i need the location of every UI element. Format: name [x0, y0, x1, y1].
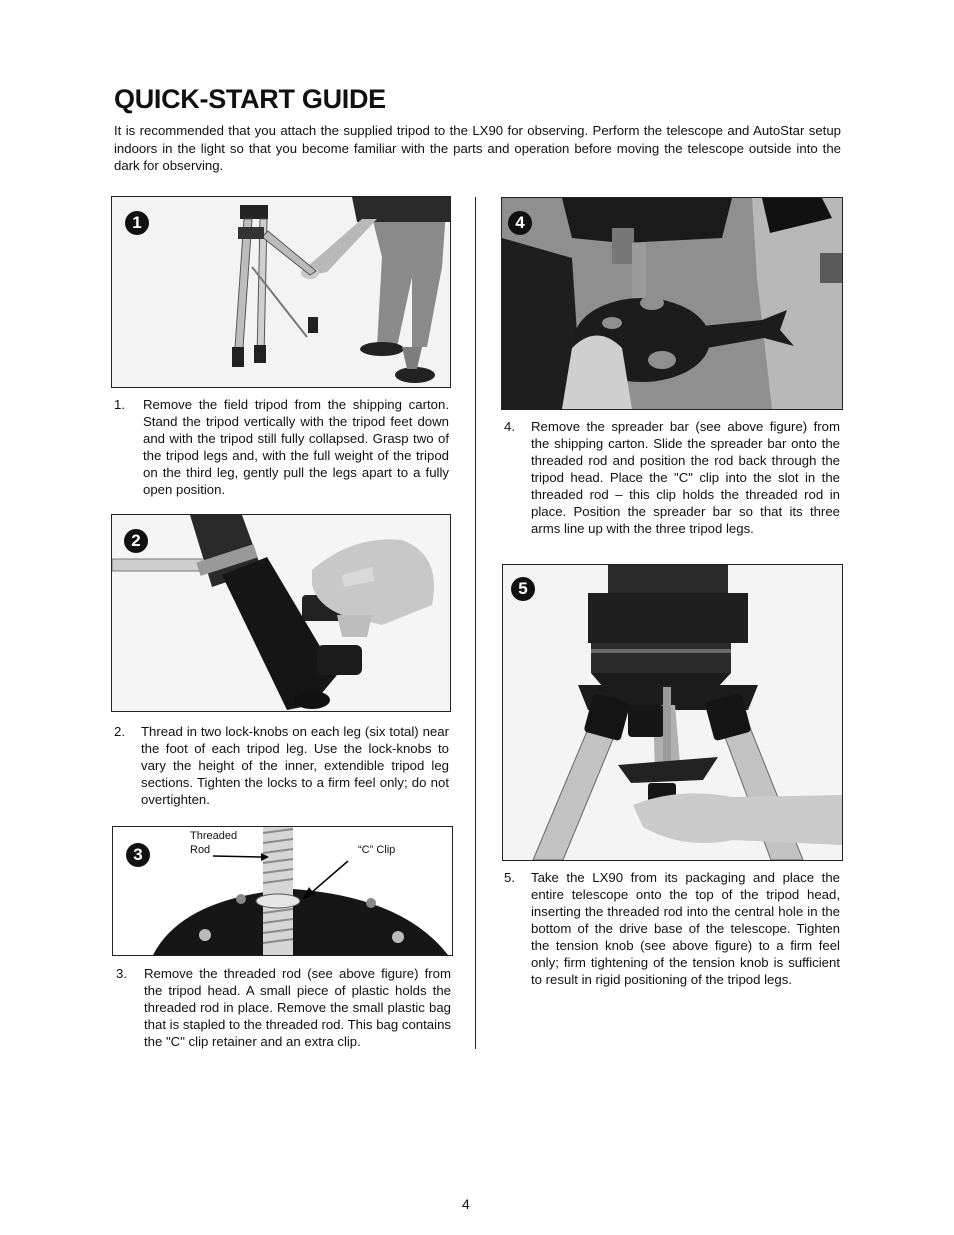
- step-badge-3: 3: [126, 843, 150, 867]
- step-badge-5: 5: [511, 577, 535, 601]
- step-badge-1: 1: [125, 211, 149, 235]
- step-badge-4: 4: [508, 211, 532, 235]
- figure-1-tripod-photo: [111, 196, 451, 388]
- step-4-instructions: [504, 418, 840, 537]
- intro-paragraph: It is recommended that you attach the supplied tripod to the LX90 for observing. Perform the telescope and AutoStar setup indoors in the light so that you become familiar with the parts and operation before moving the telescope outside into the dark for observing.: [114, 123, 841, 173]
- step-text: Thread in two lock-knobs on each leg (six total) near the foot of each tripod leg. Use the lock-knobs to vary the height of the inner, extendible tripod leg sections. Tighten the locks to a firm feel only; do not overtighten.: [141, 724, 449, 807]
- figure-2-lock-knob-photo: [111, 514, 451, 712]
- column-divider: [475, 197, 476, 1049]
- threaded-rod-label-line2: Rod: [190, 844, 211, 856]
- step-3-instructions: [116, 965, 451, 1050]
- step-1-instructions: [114, 396, 449, 498]
- figure-3-threaded-rod-photo: [112, 826, 453, 956]
- step-badge-2: 2: [124, 529, 148, 553]
- c-clip-label: “C” Clip: [358, 844, 396, 856]
- step-text: Remove the spreader bar (see above figure) from the shipping carton. Slide the spreader bar onto the threaded rod and position the rod back through the tripod head. Place the "C" clip into the slot in the threaded rod – this clip holds the threaded rod in place. Position the spreader bar so that its three arms line up with the three tripod legs.: [531, 419, 840, 536]
- step-number: 2.: [114, 724, 125, 739]
- step-number: 3.: [116, 966, 127, 981]
- step-text: Take the LX90 from its packaging and place the entire telescope onto the top of the tripod head, inserting the threaded rod into the central hole in the bottom of the drive base of the telescope. Tighten the tension knob (see above figure) to a firm feel only; firm tightening of the tension knob is sufficient to result in rigid positioning of the tripod legs.: [531, 870, 840, 987]
- step-5-instructions: [504, 869, 840, 988]
- threaded-rod-label-line1: Threaded: [190, 830, 238, 842]
- page-title: QUICK-START GUIDE: [114, 84, 386, 114]
- step-text: Remove the threaded rod (see above figure) from the tripod head. A small piece of plastic holds the threaded rod in place. Remove the small plastic bag that is stapled to the threaded rod. This bag contains the "C" clip retainer and an extra clip.: [144, 966, 451, 1049]
- step-number: 1.: [114, 397, 125, 412]
- page-number: 4: [462, 1196, 470, 1212]
- step-2-instructions: [114, 723, 449, 808]
- step-text: Remove the field tripod from the shipping carton. Stand the tripod vertically with the tripod feet down and with the tripod still fully collapsed. Grasp two of the tripod legs and, with the full weight of the tripod on the third leg, gently pull the legs apart to a fully open position.: [143, 397, 449, 497]
- step-number: 5.: [504, 870, 515, 885]
- figure-4-spreader-bar-photo: [501, 197, 843, 410]
- threaded-rod-label: [190, 829, 237, 857]
- figure-5-telescope-mount-photo: [502, 564, 843, 861]
- step-number: 4.: [504, 419, 515, 434]
